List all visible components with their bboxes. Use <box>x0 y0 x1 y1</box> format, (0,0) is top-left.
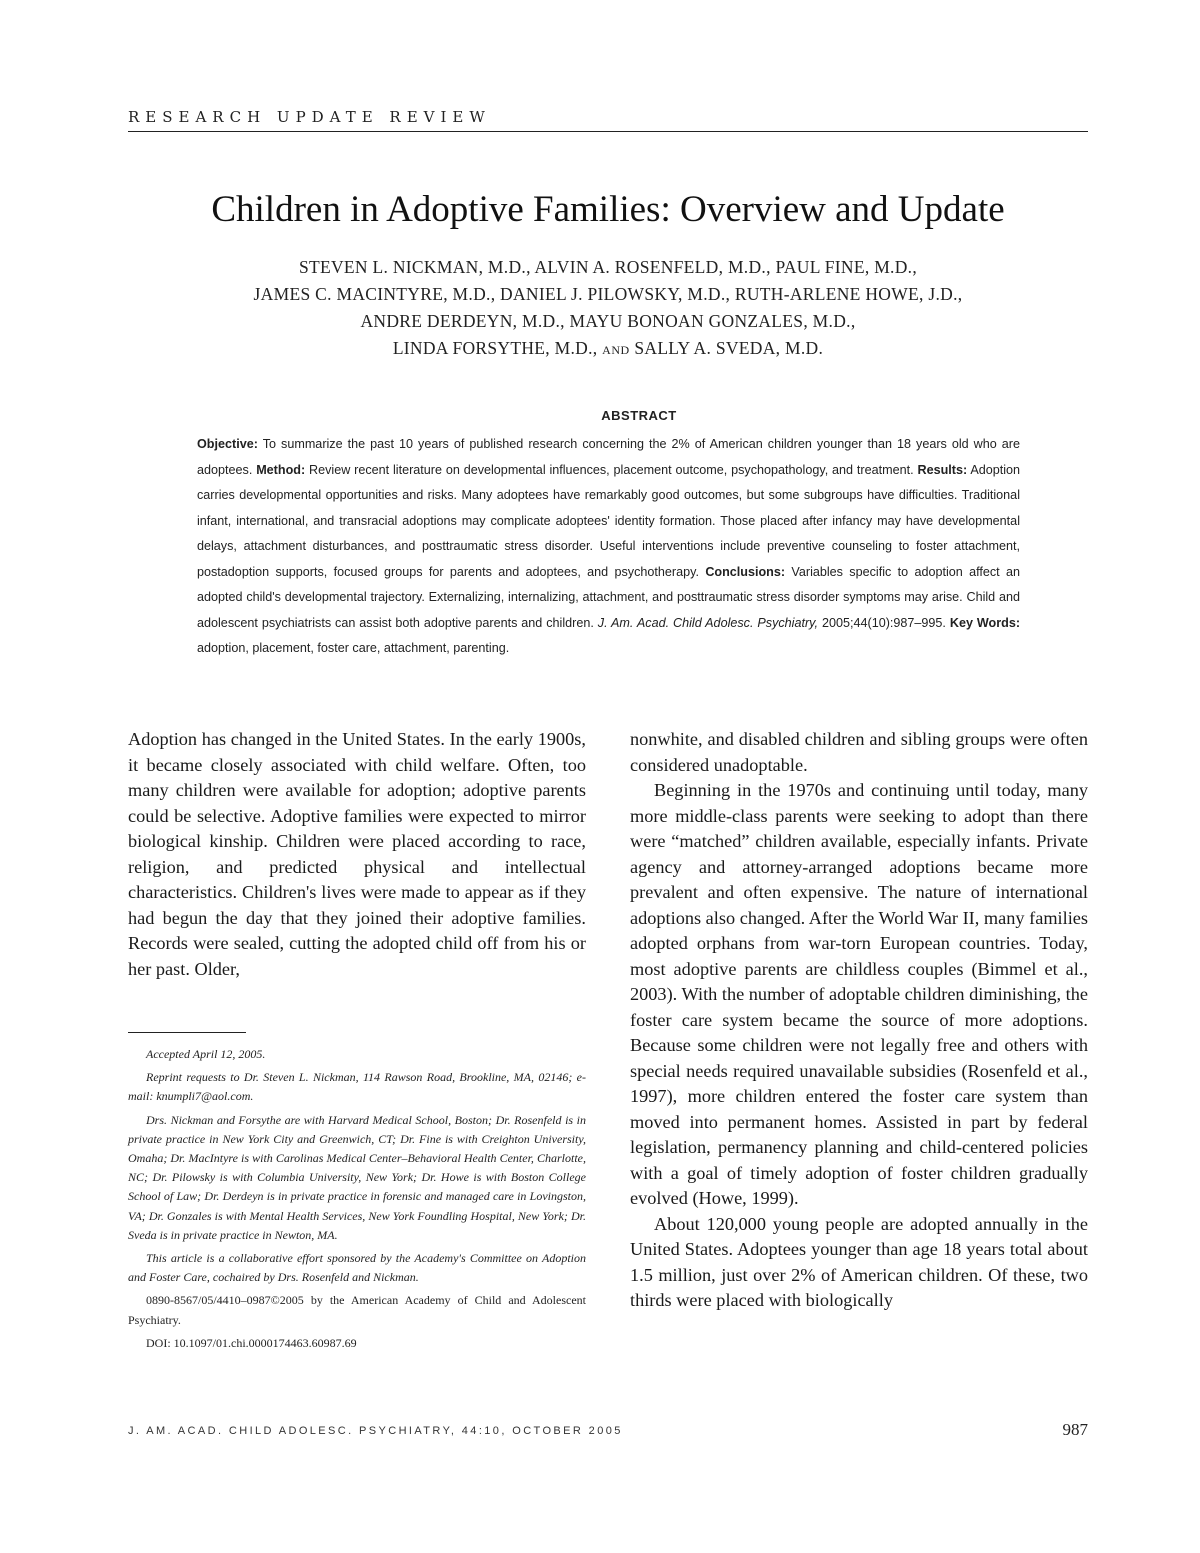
abstract-keywords-label: Key Words: <box>949 615 1021 630</box>
author-forsythe: LINDA FORSYTHE, M.D., <box>392 338 598 358</box>
abstract-results: Adoption carries developmental opportunities and risks. Many adoptees have remarkably good outcomes, but some subgroups have difficulties. Traditional infant, international, and transracial adoptions may complicate adoptees' identity formation. Those placed after infancy may have developmental delays, attachment disturbances, and posttraumatic stress disorder. Useful interventions include preventive counseling to foster attachment, postadoption supports, focused groups for parents and adoptees, and psychotherapy. <box>197 462 1021 579</box>
footnote-collaboration: This article is a collaborative effort sponsored by the Academy's Committee on Adoption and Foster Care, cochaired by Drs. Rosenfeld and Nickman. <box>128 1251 586 1285</box>
abstract-conclusions-label: Conclusions: <box>705 564 786 579</box>
abstract-citation-detail: 2005;44(10):987–995. <box>821 615 946 630</box>
abstract-conclusions: Variables specific to adoption affect an adopted child's developmental trajectory. Externalizing, internalizing, attachment, and posttraumatic stress disorder symptoms may arise. Child and adolescent psychiatrists can assist both adoptive parents and children. <box>197 564 1020 630</box>
body-column-left <box>128 727 586 982</box>
abstract-keywords: adoption, placement, foster care, attachment, parenting. <box>197 641 510 655</box>
author-line-4 <box>128 335 1088 364</box>
abstract-method-label: Method: <box>256 462 306 477</box>
footnote-accepted: Accepted April 12, 2005. <box>146 1047 266 1061</box>
body-column-right <box>630 727 1088 1314</box>
page-number: 987 <box>1062 1420 1088 1439</box>
footnote-rule <box>128 1032 246 1033</box>
article-title: Children in Adoptive Families: Overview and Update <box>211 189 1005 230</box>
footnote-reprints: Reprint requests to Dr. Steven L. Nickman, 114 Rawson Road, Brookline, MA, 02146; e-mail: knumpli7@aol.com. <box>128 1070 586 1104</box>
abstract-citation: J. Am. Acad. Child Adolesc. Psychiatry, <box>597 615 819 630</box>
abstract-objective: To summarize the past 10 years of published research concerning the 2% of American children younger than 18 years old who are adoptees. <box>197 437 1021 477</box>
footnotes <box>128 1045 586 1357</box>
running-head: RESEARCH UPDATE REVIEW <box>128 108 491 126</box>
body-paragraph: About 120,000 young people are adopted annually in the United States. Adoptees younger than age 18 years total about 1.5 million, just over 2% of American children. Of these, two thirds were placed with biologically <box>630 1213 1088 1310</box>
abstract-results-label: Results: <box>917 462 968 477</box>
author-line-1: STEVEN L. NICKMAN, M.D., ALVIN A. ROSENFELD, M.D., PAUL FINE, M.D., <box>298 257 918 277</box>
footnote-affiliations: Drs. Nickman and Forsythe are with Harvard Medical School, Boston; Dr. Rosenfeld is in private practice in New York City and Greenwich, CT; Dr. Fine is with Creighton University, Omaha; Dr. MacIntyre is with Carolinas Medical Center–Behavioral Health Center, Charlotte, NC; Dr. Pilowsky is with Columbia University, New York; Dr. Howe is with Boston College School of Law; Dr. Derdeyn is in private practice in forensic and managed care in Lovingston, VA; Dr. Gonzales is with Mental Health Services, New York Foundling Hospital, New York; Dr. Sveda is in private practice in Newton, MA. <box>128 1112 586 1242</box>
author-line-2: JAMES C. MACINTYRE, M.D., DANIEL J. PILOWSKY, M.D., RUTH-ARLENE HOWE, J.D., <box>253 284 963 304</box>
footnote-copyright: 0890-8567/05/4410–0987©2005 by the American Academy of Child and Adolescent Psychiatry. <box>128 1293 586 1327</box>
abstract-method: Review recent literature on developmental influences, placement outcome, psychopathology, and treatment. <box>309 462 914 477</box>
abstract-objective-label: Objective: <box>197 437 258 451</box>
header-rule <box>128 131 1088 132</box>
author-sveda: SALLY A. SVEDA, M.D. <box>634 338 824 358</box>
body-paragraph: nonwhite, and disabled children and sibling groups were often considered unadoptable. <box>630 729 1088 775</box>
author-line-3: ANDRE DERDEYN, M.D., MAYU BONOAN GONZALES, M.D., <box>360 311 856 331</box>
body-paragraph: Beginning in the 1970s and continuing until today, many more middle-class parents were seeking to adopt than there were “matched” children available, especially infants. Private agency and attorney-arranged adoptions became more prevalent and often expensive. The nature of international adoptions also changed. After the World War II, many families adopted orphans from war-torn European countries. Today, most adoptive parents are childless couples (Bimmel et al., 2003). With the number of adoptable children diminishing, the foster care system became the source of more adoptions. Because some children were not legally free and others with special needs required unavailable subsidies (Rosenfeld et al., 1997), more children entered the foster care system than moved into permanent homes. Assisted in part by federal legislation, permanency planning and child-centered policies with a goal of timely adoption of foster children gradually evolved (Howe, 1999). <box>630 780 1088 1208</box>
body-paragraph: Adoption has changed in the United States. In the early 1900s, it became closely associated with child welfare. Often, too many children were available for adoption; adoptive parents could be selective. Adoptive families were expected to mirror biological kinship. Children were placed according to race, religion, and predicted physical and intellectual characteristics. Children's lives were made to appear as if they had begun the day that they joined their adoptive families. Records were sealed, cutting the adopted child off from his or her past. Older, <box>128 729 586 979</box>
author-and: AND <box>602 343 630 357</box>
abstract-body <box>197 432 1020 662</box>
abstract-heading: ABSTRACT <box>601 408 677 423</box>
author-list <box>128 254 1088 364</box>
footnote-doi: DOI: 10.1097/01.chi.0000174463.60987.69 <box>146 1335 357 1350</box>
footer-journal: J. AM. ACAD. CHILD ADOLESC. PSYCHIATRY, 44:10, OCTOBER 2005 <box>128 1425 623 1437</box>
